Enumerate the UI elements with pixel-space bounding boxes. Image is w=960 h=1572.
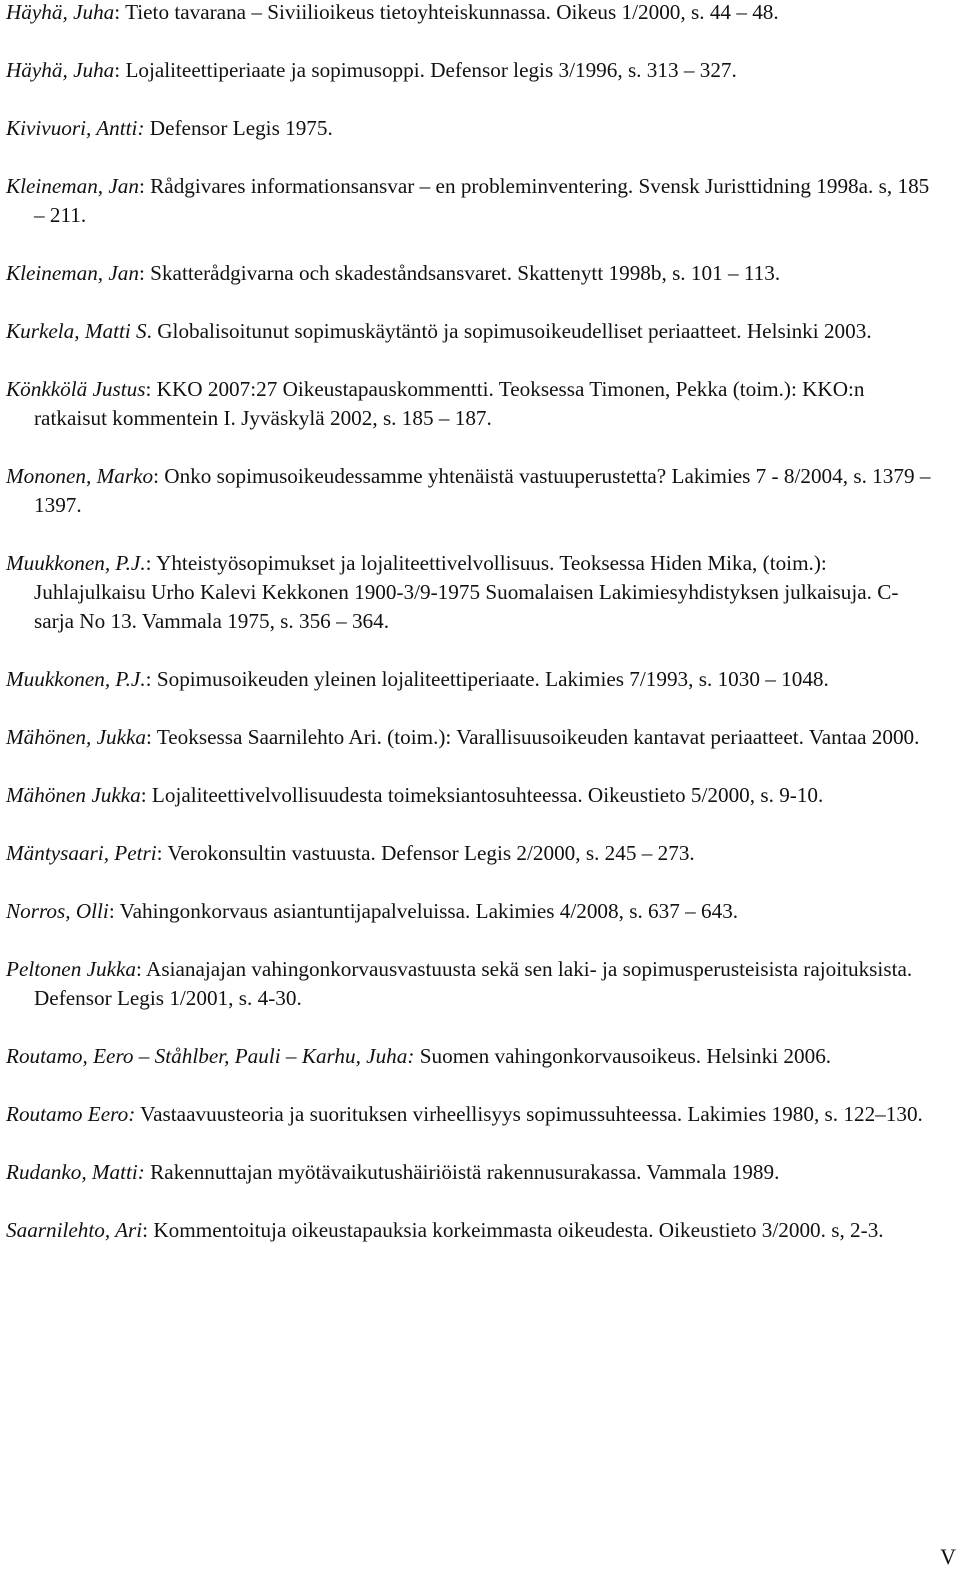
reference-item bbox=[6, 56, 936, 85]
reference-author: Häyhä, Juha bbox=[6, 58, 115, 82]
reference-text: : Sopimusoikeuden yleinen lojaliteettiperiaate. Lakimies 7/1993, s. 1030 – 1048. bbox=[145, 667, 829, 691]
reference-text: Suomen vahingonkorvausoikeus. Helsinki 2006. bbox=[414, 1044, 832, 1068]
reference-author: Routamo, Eero – Ståhlber, Pauli – Karhu, Juha: bbox=[6, 1044, 415, 1068]
reference-author: Muukkonen, P.J. bbox=[6, 551, 146, 575]
reference-text: : Verokonsultin vastuusta. Defensor Legis 2/2000, s. 245 – 273. bbox=[156, 841, 695, 865]
reference-text: : Teoksessa Saarnilehto Ari. (toim.): Varallisuusoikeuden kantavat periaatteet. Vantaa 2000. bbox=[146, 725, 920, 749]
reference-author: Peltonen Jukka bbox=[6, 957, 137, 981]
reference-text: : KKO 2007:27 Oikeustapauskommentti. Teoksessa Timonen, Pekka (toim.): KKO:n ratkaisut kommentein I. Jyväskylä 2002, s. 185 – 187. bbox=[34, 377, 865, 430]
reference-item bbox=[6, 781, 936, 810]
reference-author: Mähönen Jukka bbox=[6, 783, 141, 807]
reference-text: : Kommentoituja oikeustapauksia korkeimmasta oikeudesta. Oikeustieto 3/2000. s, 2-3. bbox=[142, 1218, 884, 1242]
reference-item bbox=[6, 1216, 936, 1245]
reference-text: : Asianajajan vahingonkorvausvastuusta sekä sen laki- ja sopimusperusteisista rajoituksista. Defensor Legis 1/2001, s. 4-30. bbox=[34, 957, 913, 1010]
reference-text: : Lojaliteettivelvollisuudesta toimeksiantosuhteessa. Oikeustieto 5/2000, s. 9-10. bbox=[140, 783, 824, 807]
reference-author: Routamo Eero: bbox=[6, 1102, 136, 1126]
reference-author: Mononen, Marko bbox=[6, 464, 154, 488]
reference-item bbox=[6, 1158, 936, 1187]
reference-text: : Onko sopimusoikeudessamme yhtenäistä vastuuperustetta? Lakimies 7 - 8/2004, s. 1379 – 1397. bbox=[34, 464, 931, 517]
reference-text: : Tieto tavarana – Siviilioikeus tietoyhteiskunnassa. Oikeus 1/2000, s. 44 – 48. bbox=[114, 0, 779, 24]
reference-text: Rakennuttajan myötävaikutushäiriöistä rakennusurakassa. Vammala 1989. bbox=[144, 1160, 780, 1184]
reference-text: Vastaavuusteoria ja suorituksen virheellisyys sopimussuhteessa. Lakimies 1980, s. 122–130. bbox=[135, 1102, 923, 1126]
reference-author: Norros, Olli bbox=[6, 899, 109, 923]
reference-item bbox=[6, 665, 936, 694]
reference-author: Muukkonen, P.J. bbox=[6, 667, 146, 691]
reference-author: Mähönen, Jukka bbox=[6, 725, 147, 749]
reference-list bbox=[6, 0, 936, 1274]
reference-item bbox=[6, 723, 936, 752]
reference-author: Saarnilehto, Ari bbox=[6, 1218, 143, 1242]
reference-item bbox=[6, 839, 936, 868]
reference-text: . Globalisoitunut sopimuskäytäntö ja sopimusoikeudelliset periaatteet. Helsinki 2003. bbox=[146, 319, 872, 343]
reference-author: Häyhä, Juha bbox=[6, 0, 115, 24]
reference-item bbox=[6, 1042, 936, 1071]
reference-item bbox=[6, 172, 936, 230]
reference-text: : Vahingonkorvaus asiantuntijapalveluissa. Lakimies 4/2008, s. 637 – 643. bbox=[108, 899, 739, 923]
reference-item bbox=[6, 955, 936, 1013]
reference-author: Kurkela, Matti S bbox=[6, 319, 147, 343]
reference-author: Mäntysaari, Petri bbox=[6, 841, 157, 865]
reference-text: Defensor Legis 1975. bbox=[144, 116, 333, 140]
page-number: V bbox=[940, 1544, 956, 1569]
reference-text: : Lojaliteettiperiaate ja sopimusoppi. Defensor legis 3/1996, s. 313 – 327. bbox=[114, 58, 737, 82]
reference-item bbox=[6, 0, 936, 27]
reference-item bbox=[6, 114, 936, 143]
reference-author: Kleineman, Jan bbox=[6, 174, 139, 198]
reference-text: : Rådgivares informationsansvar – en probleminventering. Svensk Juristtidning 1998a. s, 185 – 211. bbox=[34, 174, 930, 227]
reference-item bbox=[6, 317, 936, 346]
reference-item bbox=[6, 462, 936, 520]
reference-item bbox=[6, 897, 936, 926]
reference-item bbox=[6, 549, 936, 636]
reference-item bbox=[6, 375, 936, 433]
reference-text: : Yhteistyösopimukset ja lojaliteettivelvollisuus. Teoksessa Hiden Mika, (toim.): Juhlajulkaisu Urho Kalevi Kekkonen 1900-3/9-1975 Suomalaisen Lakimiesyhdistyksen julkaisuja. C-sarja No 13. Vammala 1975, s. 356 – 364. bbox=[34, 551, 899, 633]
reference-author: Kivivuori, Antti: bbox=[6, 116, 145, 140]
reference-item bbox=[6, 1100, 936, 1129]
reference-item bbox=[6, 259, 936, 288]
reference-text: : Skatterådgivarna och skadeståndsansvaret. Skattenytt 1998b, s. 101 – 113. bbox=[138, 261, 781, 285]
reference-author: Könkkölä Justus bbox=[6, 377, 146, 401]
reference-author: Kleineman, Jan bbox=[6, 261, 139, 285]
reference-author: Rudanko, Matti: bbox=[6, 1160, 145, 1184]
